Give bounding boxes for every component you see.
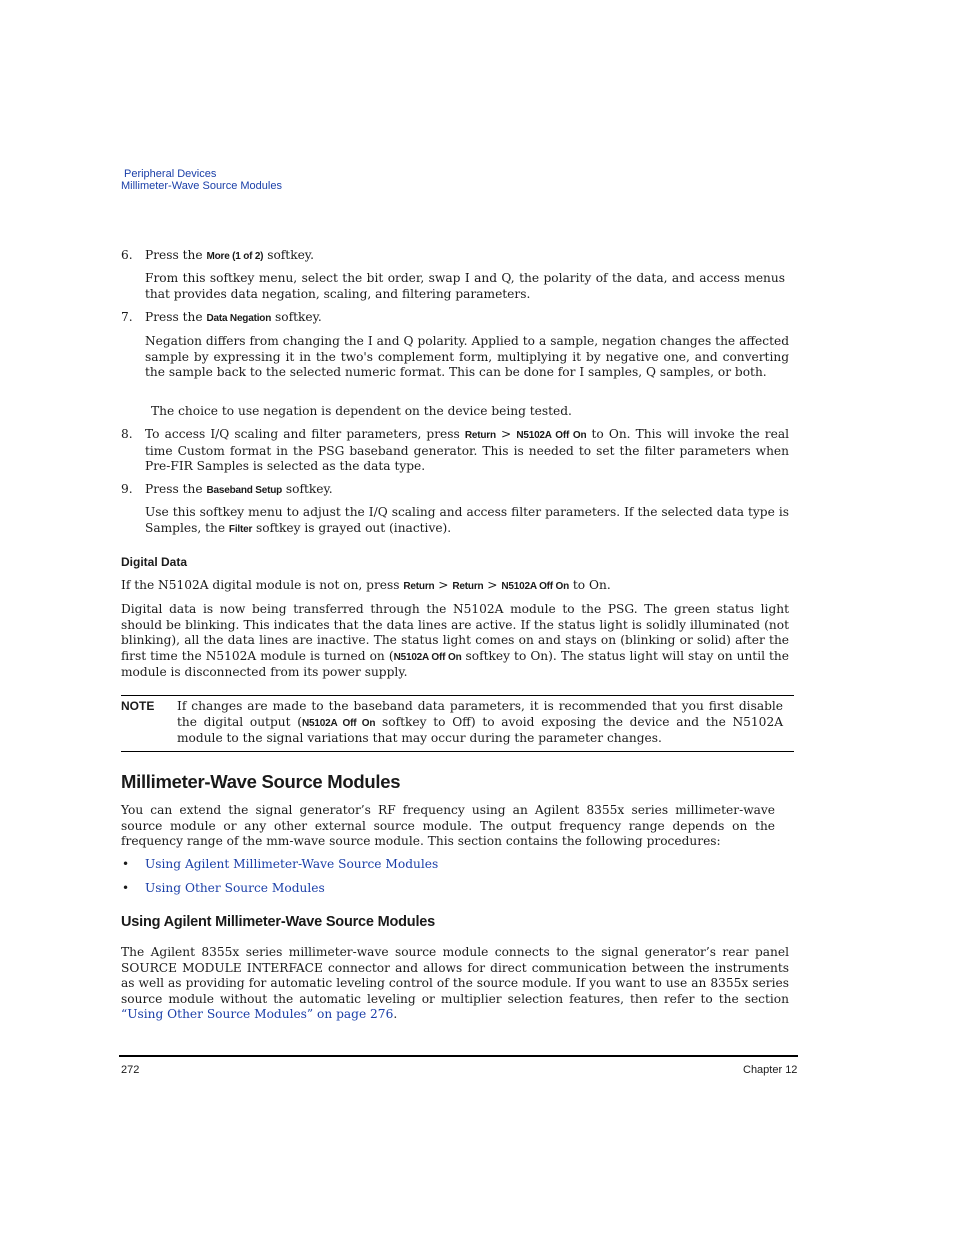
note-bottom-rule bbox=[121, 751, 794, 752]
note-top-rule bbox=[121, 695, 794, 696]
step-9-detail-post: softkey is grayed out (inactive). bbox=[252, 520, 452, 535]
step-9-text bbox=[145, 482, 790, 499]
running-header-subsection[interactable]: Millimeter-Wave Source Modules bbox=[121, 180, 282, 192]
step-6-number: 6. bbox=[121, 248, 133, 262]
note-post: softkey to Off) to avoid exposing the device and the N5102A module to the signal variations that may occur during the parameter changes. bbox=[177, 714, 783, 746]
step-7-pre: Press the bbox=[145, 310, 207, 324]
step-7-detail-2: The choice to use negation is dependent on the device being tested. bbox=[151, 404, 572, 418]
digital-data-p2 bbox=[121, 602, 789, 681]
separator-1: > bbox=[434, 578, 453, 592]
step-9-post: softkey. bbox=[282, 482, 333, 496]
step-6-pre: Press the bbox=[145, 248, 207, 262]
running-header-section[interactable]: Peripheral Devices bbox=[124, 168, 217, 180]
step-8-separator: > bbox=[495, 427, 517, 441]
link-using-agilent-modules[interactable]: Using Agilent Millimeter-Wave Source Modules bbox=[145, 857, 439, 871]
step-9-detail-pre: Use this softkey menu to adjust the I/Q scaling and access filter parameters. If the selected data type is Samples, the bbox=[145, 505, 789, 535]
step-7-text bbox=[145, 310, 790, 327]
softkey-return: Return bbox=[464, 430, 496, 441]
bullet-2-marker: • bbox=[122, 881, 130, 895]
mmw-intro: You can extend the signal generator’s RF frequency using an Agilent 8355x series millimeter-wave source module or any other external source module. The output frequency range depends on the frequency range of the mm-wave source module. This section contains the following procedures: bbox=[121, 803, 775, 849]
softkey-baseband-setup: Baseband Setup bbox=[206, 485, 283, 496]
digital-data-p2-post: softkey to On). The status light will stay on until the module is disconnected from its power supply. bbox=[121, 648, 789, 680]
using-body bbox=[121, 945, 789, 1023]
page-number: 272 bbox=[121, 1064, 140, 1076]
step-8-pre: To access I/Q scaling and filter parameters, press bbox=[145, 427, 465, 441]
softkey-return-1: Return bbox=[403, 581, 435, 592]
chapter-label: Chapter 12 bbox=[743, 1064, 798, 1076]
softkey-n5102a: N5102A Off On bbox=[516, 430, 587, 441]
using-body-post: . bbox=[393, 1007, 398, 1022]
digital-data-heading: Digital Data bbox=[121, 555, 188, 569]
step-8-number: 8. bbox=[121, 427, 133, 441]
mmw-heading: Millimeter-Wave Source Modules bbox=[121, 771, 401, 792]
digital-data-p1-post: to On. bbox=[569, 578, 611, 592]
footer-rule bbox=[119, 1055, 798, 1057]
softkey-data-negation: Data Negation bbox=[206, 313, 272, 324]
step-7-number: 7. bbox=[121, 310, 133, 324]
softkey-return-2: Return bbox=[452, 581, 484, 592]
note-pre: If changes are made to the baseband data parameters, it is recommended that you first disable the digital output ( bbox=[177, 699, 783, 729]
note-label: NOTE bbox=[121, 699, 155, 713]
step-6-detail: From this softkey menu, select the bit order, swap I and Q, the polarity of the data, and access menus that provides data negation, scaling, and filtering parameters. bbox=[145, 271, 785, 301]
digital-data-p1-pre: If the N5102A digital module is not on, press bbox=[121, 578, 404, 592]
digital-data-p2-pre: Digital data is now being transferred through the N5102A module to the PSG. The green status light should be blinking. This indicates that the data lines are active. If the status light is solidly illuminated (not blinking), all the data lines are inactive. The status light comes on and stays on (blinking or solid) after the first time the N5102A module is turned on ( bbox=[121, 602, 789, 663]
step-7-post: softkey. bbox=[271, 310, 322, 324]
note-text bbox=[177, 699, 783, 747]
softkey-n5102a-2: N5102A Off On bbox=[501, 581, 570, 592]
step-7-detail: Negation differs from changing the I and Q polarity. Applied to a sample, negation changes the affected sample by expressing it in the two's complement form, multiplying it by negative one, and converting the sample back to the selected numeric format. This can be done for I samples, Q samples, or both. bbox=[145, 334, 789, 380]
separator-2: > bbox=[483, 578, 502, 592]
softkey-n5102a-note: N5102A Off On bbox=[301, 717, 376, 729]
link-page-276[interactable]: “Using Other Source Modules” on page 276 bbox=[121, 1007, 394, 1022]
step-9-number: 9. bbox=[121, 482, 133, 496]
step-9-detail bbox=[145, 505, 789, 537]
softkey-n5102a-3: N5102A Off On bbox=[393, 651, 462, 663]
step-6-post: softkey. bbox=[263, 248, 314, 262]
softkey-filter: Filter bbox=[228, 523, 253, 535]
step-8-post: to On. This will invoke the real time Custom format in the PSG baseband generator. This is needed to set the filter parameters when Pre-FIR Samples is selected as the data type. bbox=[145, 427, 790, 474]
using-body-pre: The Agilent 8355x series millimeter-wave source module connects to the signal generator’s rear panel SOURCE MODULE INTERFACE connector and allows for direct communication between the instruments as well as providing for automatic leveling control of the source module. If you want to use an 8355x series source module without the automatic leveling or multiplier selection features, then refer to the section bbox=[121, 945, 789, 1006]
digital-data-p1 bbox=[121, 578, 791, 595]
bullet-1-marker: • bbox=[122, 857, 130, 871]
link-using-other-modules[interactable]: Using Other Source Modules bbox=[145, 881, 325, 895]
step-6-text bbox=[145, 248, 790, 265]
step-9-pre: Press the bbox=[145, 482, 207, 496]
using-heading: Using Agilent Millimeter-Wave Source Modules bbox=[121, 914, 436, 930]
softkey-more: More (1 of 2) bbox=[206, 251, 264, 262]
step-8-text bbox=[145, 427, 789, 475]
